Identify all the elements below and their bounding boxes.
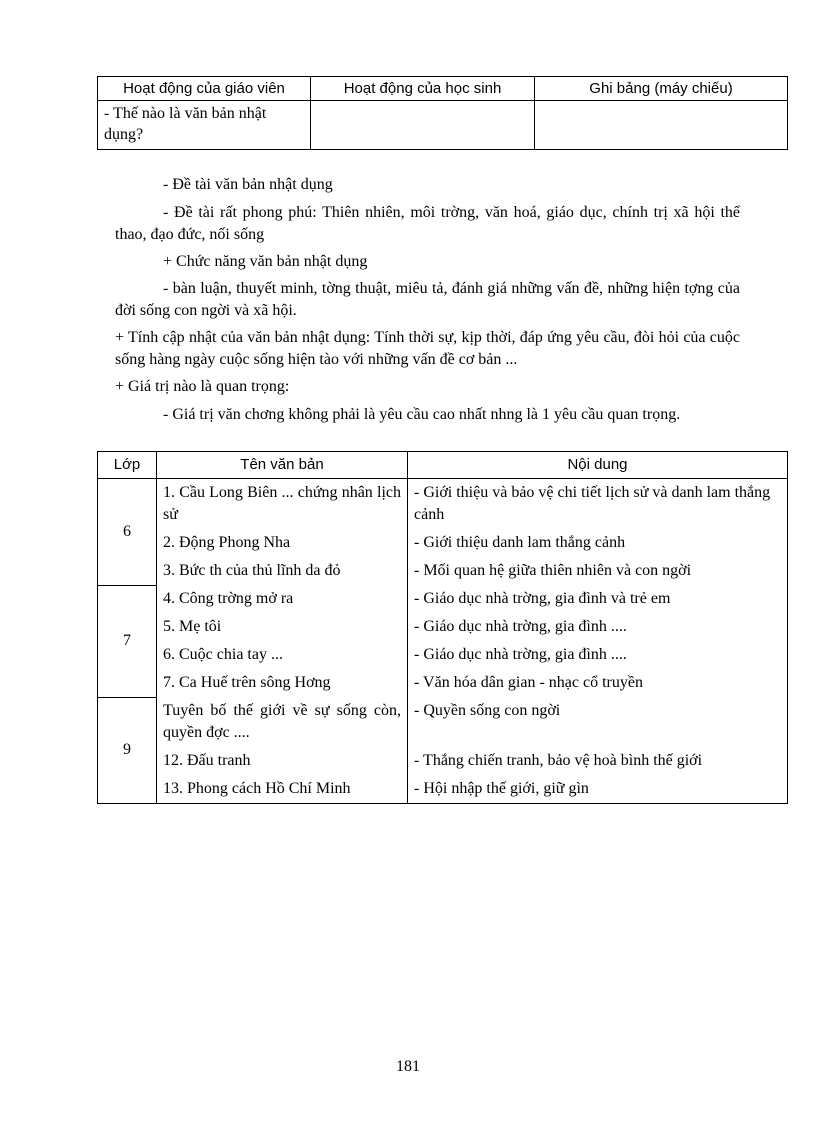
board-notes-cell [535,101,788,150]
table-row [98,585,788,613]
work-content: - Giáo dục nhà trờng, gia đình .... [408,613,788,641]
paragraph-topic: - Đề tài văn bản nhật dụng [163,176,333,193]
work-content: - Giới thiệu và bảo vệ chi tiết lịch sử và danh lam thắng cảnh [408,479,788,530]
work-content: - Giáo dục nhà trờng, gia đình .... [408,641,788,669]
table-row [98,613,788,641]
table-row [98,669,788,697]
header-teacher-activity: Hoạt động của giáo viên [98,77,311,101]
header-title: Tên văn bản [157,452,408,479]
header-board-notes: Ghi bảng (máy chiếu) [535,77,788,101]
paragraph-topics-list: - Đề tài rất phong phú: Thiên nhiên, môi trờng, văn hoá, giáo dục, chính trị xã hội thể thao, đạo đức, nối sống [115,204,740,243]
paragraph-function-heading: + Chức năng văn bản nhật dụng [163,253,368,270]
table-row [98,641,788,669]
teacher-activity-cell: - Thế nào là văn bản nhật dụng? [98,101,311,150]
work-title: 5. Mẹ tôi [157,613,408,641]
paragraph-function-detail: - bàn luận, thuyết minh, tờng thuật, miêu tả, đánh giá những vấn đề, những hiện tợng của đời sống con ngời và xã hội. [115,280,740,319]
teaching-table-row [98,101,788,150]
work-title: 3. Bức th của thủ lĩnh da đỏ [157,557,408,585]
work-title: 1. Cầu Long Biên ... chứng nhân lịch sử [157,479,408,530]
work-title: Tuyên bố thế giới về sự sống còn, quyền đợc .... [157,697,408,747]
work-content: - Văn hóa dân gian - nhạc cổ truyền [408,669,788,697]
work-title: 13. Phong cách Hồ Chí Minh [157,775,408,804]
work-content: - Mối quan hệ giữa thiên nhiên và con ngời [408,557,788,585]
table-row [98,557,788,585]
work-content: - Thắng chiến tranh, bảo vệ hoà bình thế giới [408,747,788,775]
work-title: 4. Công trờng mở ra [157,585,408,613]
paragraph-value-heading: + Giá trị nào là quan trọng: [115,378,290,395]
grade-cell: 6 [98,479,157,586]
header-content: Nội dung [408,452,788,479]
works-table-header-row [98,452,788,479]
header-grade: Lớp [98,452,157,479]
page-number: 181 [396,1058,420,1075]
table-row [98,529,788,557]
work-content: - Hội nhập thế giới, giữ gìn [408,775,788,804]
paragraph-currency: + Tính cập nhật của văn bản nhật dụng: Tính thời sự, kịp thời, đáp ứng yêu cầu, đòi hỏi của cuộc sống hàng ngày cuộc sống hiện tào với những vấn đề cơ bản ... [115,329,740,368]
grade-cell: 9 [98,697,157,804]
table-row [98,697,788,747]
work-content: - Quyền sống con ngời [408,697,788,747]
work-content: - Giáo dục nhà trờng, gia đình và trẻ em [408,585,788,613]
paragraph-literary-value: - Giá trị văn chơng không phải là yêu cầu cao nhất nhng là 1 yêu cầu quan trọng. [163,406,681,423]
teaching-activity-table [97,76,788,150]
grade-cell: 7 [98,585,157,697]
work-title: 12. Đấu tranh [157,747,408,775]
work-content: - Giới thiệu danh lam thắng cảnh [408,529,788,557]
work-title: 7. Ca Huế trên sông Hơng [157,669,408,697]
table-row [98,479,788,530]
table-row [98,747,788,775]
table-row [98,775,788,804]
work-title: 2. Động Phong Nha [157,529,408,557]
student-activity-cell [311,101,535,150]
work-title: 6. Cuộc chia tay ... [157,641,408,669]
works-table [97,451,788,804]
teaching-table-header-row [98,77,788,101]
header-student-activity: Hoạt động của học sinh [311,77,535,101]
